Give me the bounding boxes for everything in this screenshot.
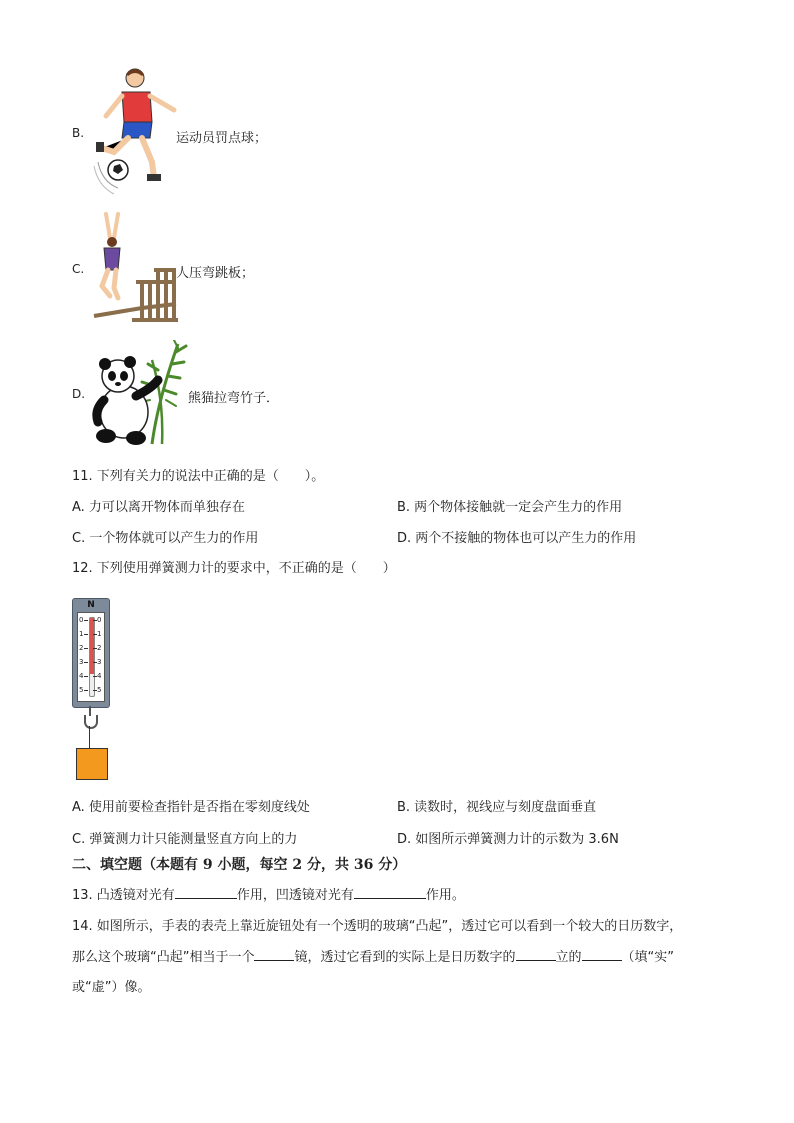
- q14-part-a: 那么这个玻璃“凸起”相当于一个: [72, 950, 255, 965]
- scale-tick-mark: [93, 620, 97, 621]
- scale-tick-label: 1: [97, 630, 102, 638]
- scale-tick-label: 3: [79, 658, 84, 666]
- scale-tick-label: 3: [97, 658, 102, 666]
- option-b-letter: B.: [72, 126, 85, 140]
- q14-line-2: [72, 946, 674, 965]
- q14-blank-1[interactable]: [254, 948, 294, 961]
- panda-bending-bamboo-icon: [92, 340, 188, 446]
- spring-scale-hook: [84, 715, 98, 729]
- scale-tick-mark: [84, 620, 88, 621]
- q14-part-b: 镜，透过它看到的实际上是日历数字的: [294, 950, 516, 965]
- q11-option-c: C. 一个物体就可以产生力的作用: [72, 531, 259, 546]
- q13: [72, 884, 465, 903]
- scale-tick-mark: [93, 690, 97, 691]
- spring-scale-indicator: [90, 618, 94, 674]
- q11-option-b: B. 两个物体接触就一定会产生力的作用: [397, 500, 623, 515]
- q13-part1: 13. 凸透镜对光有: [72, 888, 175, 903]
- scale-tick-label: 2: [79, 644, 84, 652]
- option-c-caption: 人压弯跳板；: [176, 266, 255, 281]
- scale-tick-mark: [84, 648, 88, 649]
- q12-option-c: C. 弹簧测力计只能测量竖直方向上的力: [72, 832, 298, 847]
- q12-stem: 12. 下列使用弹簧测力计的要求中，不正确的是（ ）: [72, 561, 396, 576]
- scale-tick-mark: [93, 634, 97, 635]
- q13-part2: 作用，凹透镜对光有: [236, 888, 354, 903]
- scale-tick-label: 0: [97, 616, 102, 624]
- section-2-heading: 二、填空题（本题有 9 小题，每空 2 分，共 36 分）: [72, 857, 407, 873]
- spring-scale-unit: N: [87, 600, 95, 610]
- option-d-letter: D.: [72, 387, 86, 401]
- q14-line-3: 或“虚”）像。: [72, 980, 151, 995]
- option-d-caption: 熊猫拉弯竹子．: [188, 391, 280, 406]
- scale-tick-mark: [93, 676, 97, 677]
- q12-option-d: D. 如图所示弹簧测力计的示数为 3.6N: [397, 832, 619, 847]
- q14-blank-3[interactable]: [582, 948, 622, 961]
- q14-line-1: 14. 如图所示，手表的表壳上靠近旋钮处有一个透明的玻璃“凸起”，透过它可以看到一个较大的日历数字，: [72, 919, 683, 934]
- q11-option-a: A. 力可以离开物体而单独存在: [72, 500, 245, 515]
- scale-tick-mark: [84, 634, 88, 635]
- scale-tick-mark: [84, 676, 88, 677]
- q12-option-a: A. 使用前要检查指针是否指在零刻度线处: [72, 800, 310, 815]
- spring-scale-dial: [77, 600, 105, 702]
- hanging-string: [89, 726, 90, 748]
- q12-option-b: B. 读数时，视线应与刻度盘面垂直: [397, 800, 597, 815]
- scale-tick-label: 0: [79, 616, 84, 624]
- q11-option-d: D. 两个不接触的物体也可以产生力的作用: [397, 531, 637, 546]
- scale-tick-label: 5: [97, 686, 102, 694]
- q13-part3: 作用。: [425, 888, 465, 903]
- q11-stem: 11. 下列有关力的说法中正确的是（ ）。: [72, 469, 325, 484]
- hanging-weight: [76, 748, 108, 780]
- option-c-letter: C.: [72, 262, 85, 276]
- spring-scale-figure: [72, 598, 112, 788]
- spring-scale-tube: [89, 617, 95, 697]
- option-b-caption: 运动员罚点球；: [176, 131, 268, 146]
- scale-tick-mark: [93, 648, 97, 649]
- scale-tick-label: 1: [79, 630, 84, 638]
- scale-tick-label: 5: [79, 686, 84, 694]
- scale-tick-mark: [84, 690, 88, 691]
- scale-tick-label: 4: [79, 672, 84, 680]
- q14-blank-2[interactable]: [516, 948, 556, 961]
- scale-tick-mark: [84, 662, 88, 663]
- diver-on-springboard-icon: [92, 212, 182, 324]
- q14-part-d: （填“实”: [621, 950, 674, 965]
- scale-tick-label: 2: [97, 644, 102, 652]
- q13-blank-2[interactable]: [354, 886, 426, 899]
- footballer-kicking-ball-icon: [92, 66, 184, 198]
- q14-part-c: 立的: [555, 950, 582, 965]
- q13-blank-1[interactable]: [175, 886, 237, 899]
- scale-tick-label: 4: [97, 672, 102, 680]
- scale-tick-mark: [93, 662, 97, 663]
